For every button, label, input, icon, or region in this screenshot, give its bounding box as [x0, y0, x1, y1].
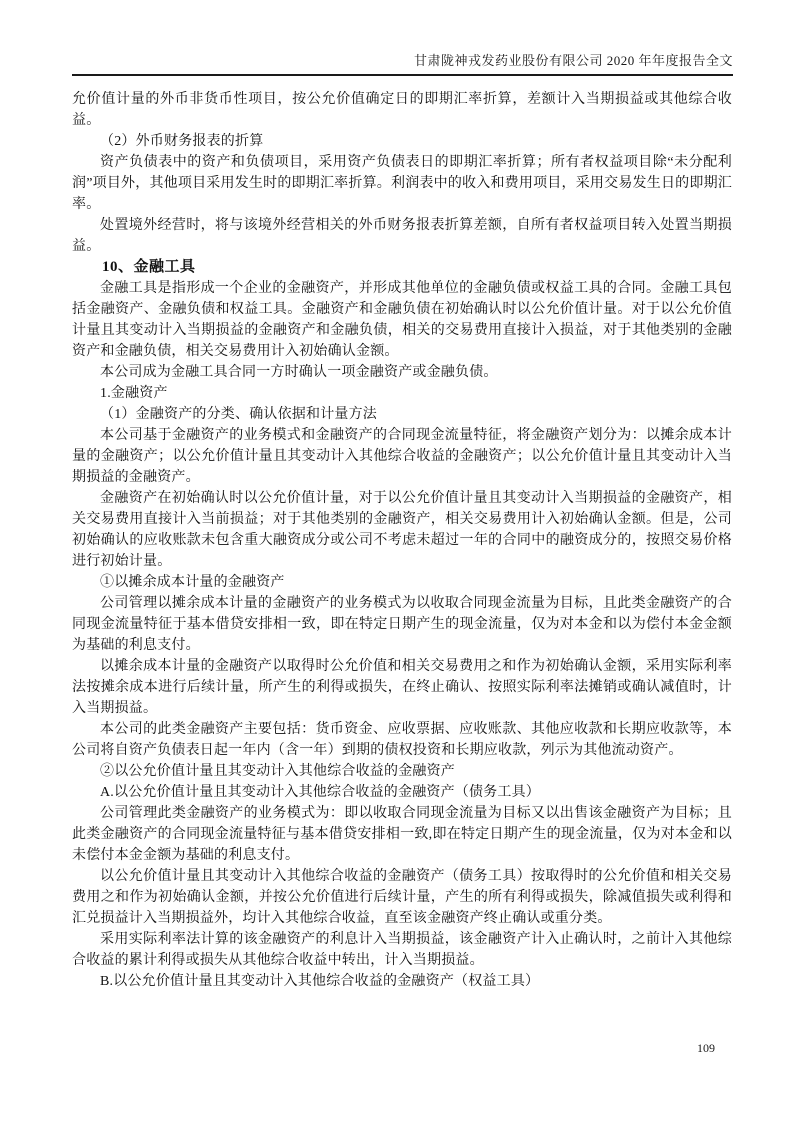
subsection-label: （2）外币财务报表的折算 — [100, 134, 264, 149]
list-item-label: ②以公允价值计量且其变动计入其他综合收益的金融资产 — [100, 764, 455, 779]
paragraph: 本公司成为金融工具合同一方时确认一项金融资产或金融负债。 — [100, 365, 498, 380]
list-item-label: ①以摊余成本计量的金融资产 — [100, 575, 285, 590]
paragraph: 处置境外经营时，将与该境外经营相关的外币财务报表折算差额，自所有者权益项目转入处置当期损益。 — [72, 218, 732, 254]
page-header — [72, 50, 733, 76]
section-heading: 10、金融工具 — [102, 259, 196, 275]
page-number: 109 — [697, 1041, 715, 1055]
paragraph: 公司管理此类金融资产的业务模式为：即以收取合同现金流量为目标又以出售该金融资产为目标；且此类金融资产的合同现金流量特征与基本借贷安排相一致,即在特定日期产生的现金流量，仅为对本金和以未偿付本金金额为基础的利息支付。 — [72, 806, 732, 863]
page-header-title: 甘肃陇神戎发药业股份有限公司 2020 年年度报告全文 — [413, 53, 733, 68]
paragraph: 允价值计量的外币非货币性项目，按公允价值确定日的即期汇率折算，差额计入当期损益或其他综合收益。 — [72, 92, 732, 128]
paragraph: 金融资产在初始确认时以公允价值计量，对于以公允价值计量且其变动计入当期损益的金融资产，相关交易费用直接计入当前损益；对于其他类别的金融资产，相关交易费用计入初始确认金额。但是，公司初始确认的应收账款未包含重大融资成分或公司不考虑未超过一年的合同中的融资成分的，按照交易价格进行初始计量。 — [72, 491, 732, 569]
list-item-label: B.以公允价值计量且其变动计入其他综合收益的金融资产（权益工具） — [100, 974, 540, 989]
document-body — [72, 89, 732, 992]
paragraph: 采用实际利率法计算的该金融资产的利息计入当期损益，该金融资产计入止确认时，之前计入其他综合收益的累计利得或损失从其他综合收益中转出，计入当期损益。 — [72, 932, 732, 968]
paragraph: 资产负债表中的资产和负债项目，采用资产负债表日的即期汇率折算；所有者权益项目除“未分配利润”项目外，其他项目采用发生时的即期汇率折算。利润表中的收入和费用项目，采用交易发生日的即期汇率。 — [72, 155, 732, 212]
paragraph: 金融工具是指形成一个企业的金融资产，并形成其他单位的金融负债或权益工具的合同。金融工具包括金融资产、金融负债和权益工具。金融资产和金融负债在初始确认时以公允价值计量。对于以公允价值计量且其变动计入当期损益的金融资产和金融负债，相关的交易费用直接计入损益，对于其他类别的金融资产和金融负债，相关交易费用计入初始确认金额。 — [72, 281, 732, 359]
list-item-label: 1.金融资产 — [100, 386, 168, 401]
subsection-label: （1）金融资产的分类、确认依据和计量方法 — [100, 407, 377, 422]
paragraph: 以摊余成本计量的金融资产以取得时公允价值和相关交易费用之和作为初始确认金额，采用实际利率法按摊余成本进行后续计量，所产生的利得或损失，在终止确认、按照实际利率法摊销或确认减值时，计入当期损益。 — [72, 659, 732, 716]
paragraph: 本公司基于金融资产的业务模式和金融资产的合同现金流量特征，将金融资产划分为：以摊余成本计量的金融资产；以公允价值计量且其变动计入其他综合收益的金融资产；以公允价值计量且其变动计入当期损益的金融资产。 — [72, 428, 732, 485]
paragraph: 以公允价值计量且其变动计入其他综合收益的金融资产（债务工具）按取得时的公允价值和相关交易费用之和作为初始确认金额，并按公允价值进行后续计量，产生的所有利得或损失，除减值损失或利得和汇兑损益计入当期损益外，均计入其他综合收益，直至该金融资产终止确认或重分类。 — [72, 869, 732, 926]
list-item-label: A.以公允价值计量且其变动计入其他综合收益的金融资产（债务工具） — [100, 785, 541, 800]
paragraph: 本公司的此类金融资产主要包括：货币资金、应收票据、应收账款、其他应收款和长期应收款等，本公司将自资产负债表日起一年内（含一年）到期的债权投资和长期应收款，列示为其他流动资产。 — [72, 722, 732, 758]
paragraph: 公司管理以摊余成本计量的金融资产的业务模式为以收取合同现金流量为目标，且此类金融资产的合同现金流量特征于基本借贷安排相一致，即在特定日期产生的现金流量，仅为对本金和以为偿付本金金额为基础的利息支付。 — [72, 596, 732, 653]
